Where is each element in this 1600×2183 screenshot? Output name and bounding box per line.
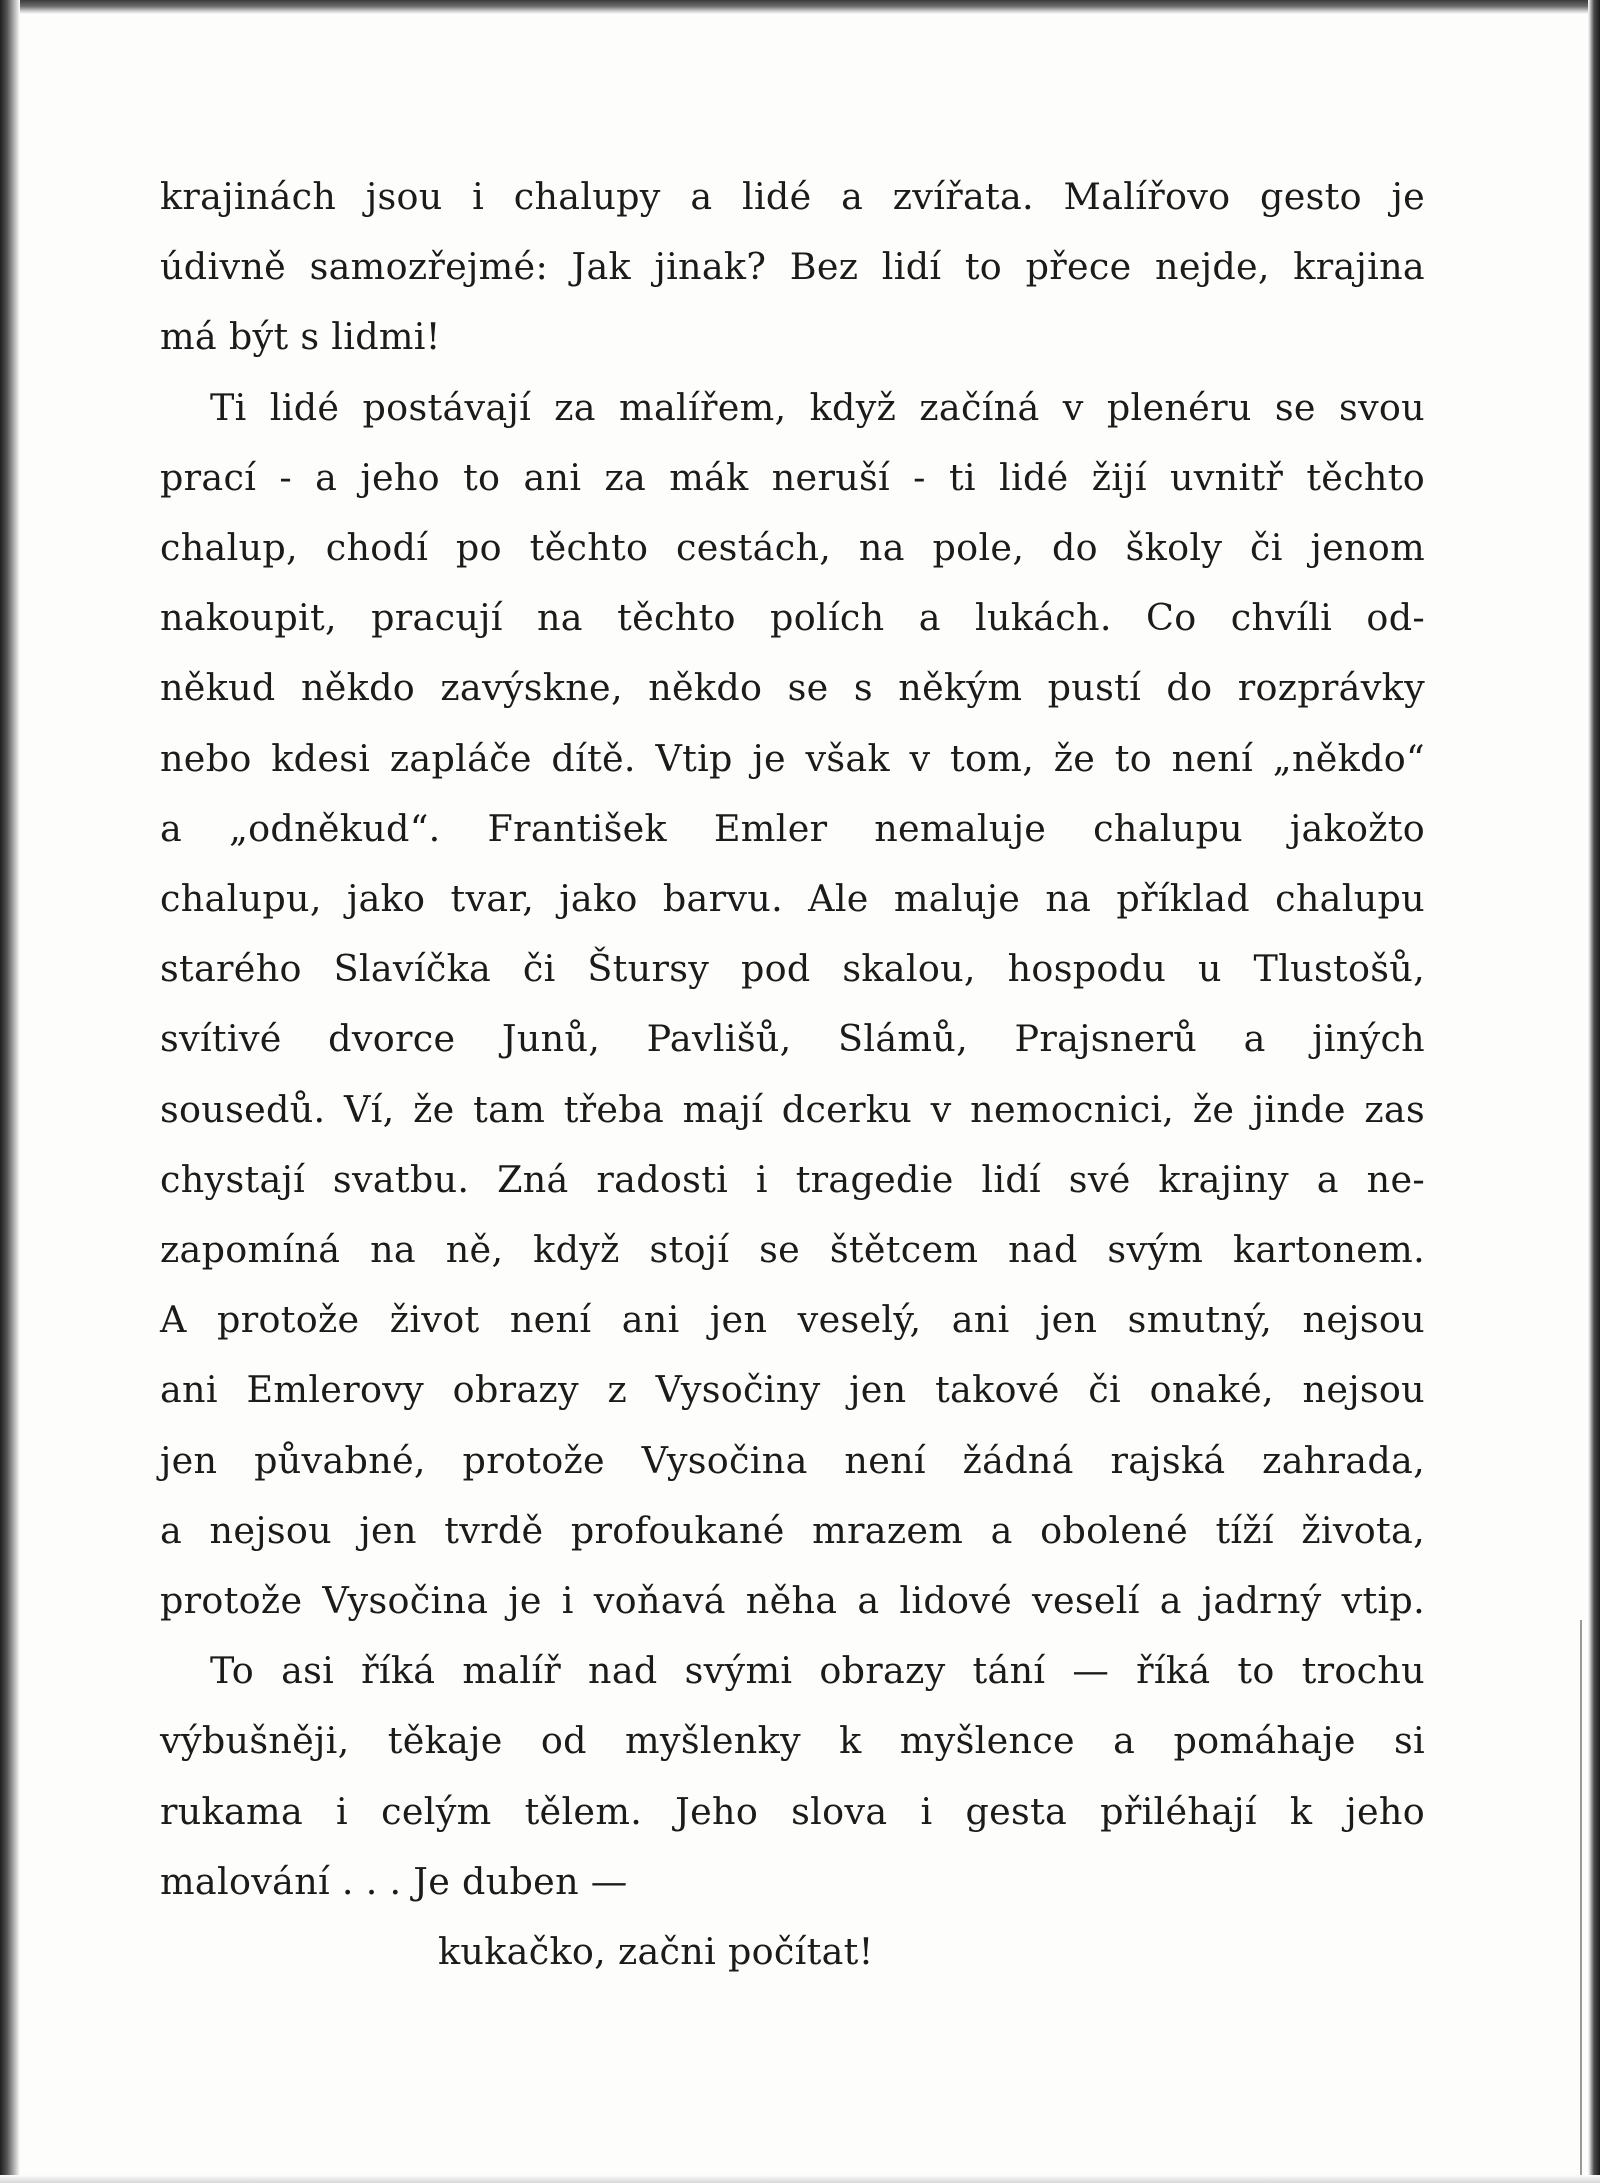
text-line: a nejsou jen tvrdě profoukané mrazem a obolené tíží života, <box>160 1508 1425 1552</box>
text-line: chystají svatbu. Zná radosti i tragedie lidí své krajiny a ne- <box>160 1157 1425 1201</box>
text-line: To asi říká malíř nad svými obrazy tání — říká to trochu <box>210 1649 1425 1693</box>
text-line: prací - a jeho to ani za mák neruší - ti lidé žijí uvnitř těchto <box>160 455 1425 499</box>
text-line: a „odněkud“. František Emler nemaluje chalupu jakožto <box>160 806 1425 850</box>
scan-edge-right <box>1588 0 1600 2183</box>
text-line: jen půvabné, protože Vysočina není žádná rajská zahrada, <box>160 1438 1425 1482</box>
text-line: nakoupit, pracují na těchto polích a lukách. Co chvíli od- <box>160 596 1425 640</box>
body-text <box>160 162 1425 1987</box>
text-line: má být s lidmi! <box>160 315 441 359</box>
text-line: výbušněji, těkaje od myšlenky k myšlence a pomáhaje si <box>160 1719 1425 1763</box>
scan-edge-right-line <box>1580 1620 1582 2180</box>
text-line: údivně samozřejmé: Jak jinak? Bez lidí to přece nejde, krajina <box>160 245 1425 289</box>
text-line: krajinách jsou i chalupy a lidé a zvířata. Malířovo gesto je <box>160 175 1425 218</box>
text-line: někud někdo zavýskne, někdo se s někým pustí do rozprávky <box>160 666 1425 710</box>
text-line: chalupu, jako tvar, jako barvu. Ale maluje na příklad chalupu <box>160 877 1425 921</box>
text-line: malování . . . Je duben — <box>160 1859 628 1903</box>
text-line: svítivé dvorce Junů, Pavlišů, Slámů, Prajsnerů a jiných <box>160 1017 1425 1061</box>
scan-edge-bottom <box>0 2175 1600 2183</box>
text-line: chalup, chodí po těchto cestách, na pole, do školy či jenom <box>160 526 1425 570</box>
verse-line: kukačko, začni počítat! <box>438 1930 874 1974</box>
scan-edge-left <box>0 0 20 2183</box>
text-line: ani Emlerovy obrazy z Vysočiny jen takové či onaké, nejsou <box>160 1368 1425 1412</box>
text-line: starého Slavíčka či Štursy pod skalou, hospodu u Tlustošů, <box>160 947 1425 991</box>
text-line: nebo kdesi zapláče dítě. Vtip je však v tom, že to není „někdo“ <box>160 736 1425 780</box>
text-line: sousedů. Ví, že tam třeba mají dcerku v nemocnici, že jinde zas <box>160 1087 1425 1131</box>
text-line: A protože život není ani jen veselý, ani jen smutný, nejsou <box>160 1298 1425 1342</box>
text-line: rukama i celým tělem. Jeho slova i gesta přiléhají k jeho <box>160 1789 1425 1833</box>
text-line: protože Vysočina je i voňavá něha a lidové veselí a jadrný vtip. <box>160 1579 1425 1623</box>
scan-edge-top <box>0 0 1600 14</box>
text-line: Ti lidé postávají za malířem, když začíná v plenéru se svou <box>210 385 1425 429</box>
text-line: zapomíná na ně, když stojí se štětcem nad svým kartonem. <box>160 1228 1425 1272</box>
